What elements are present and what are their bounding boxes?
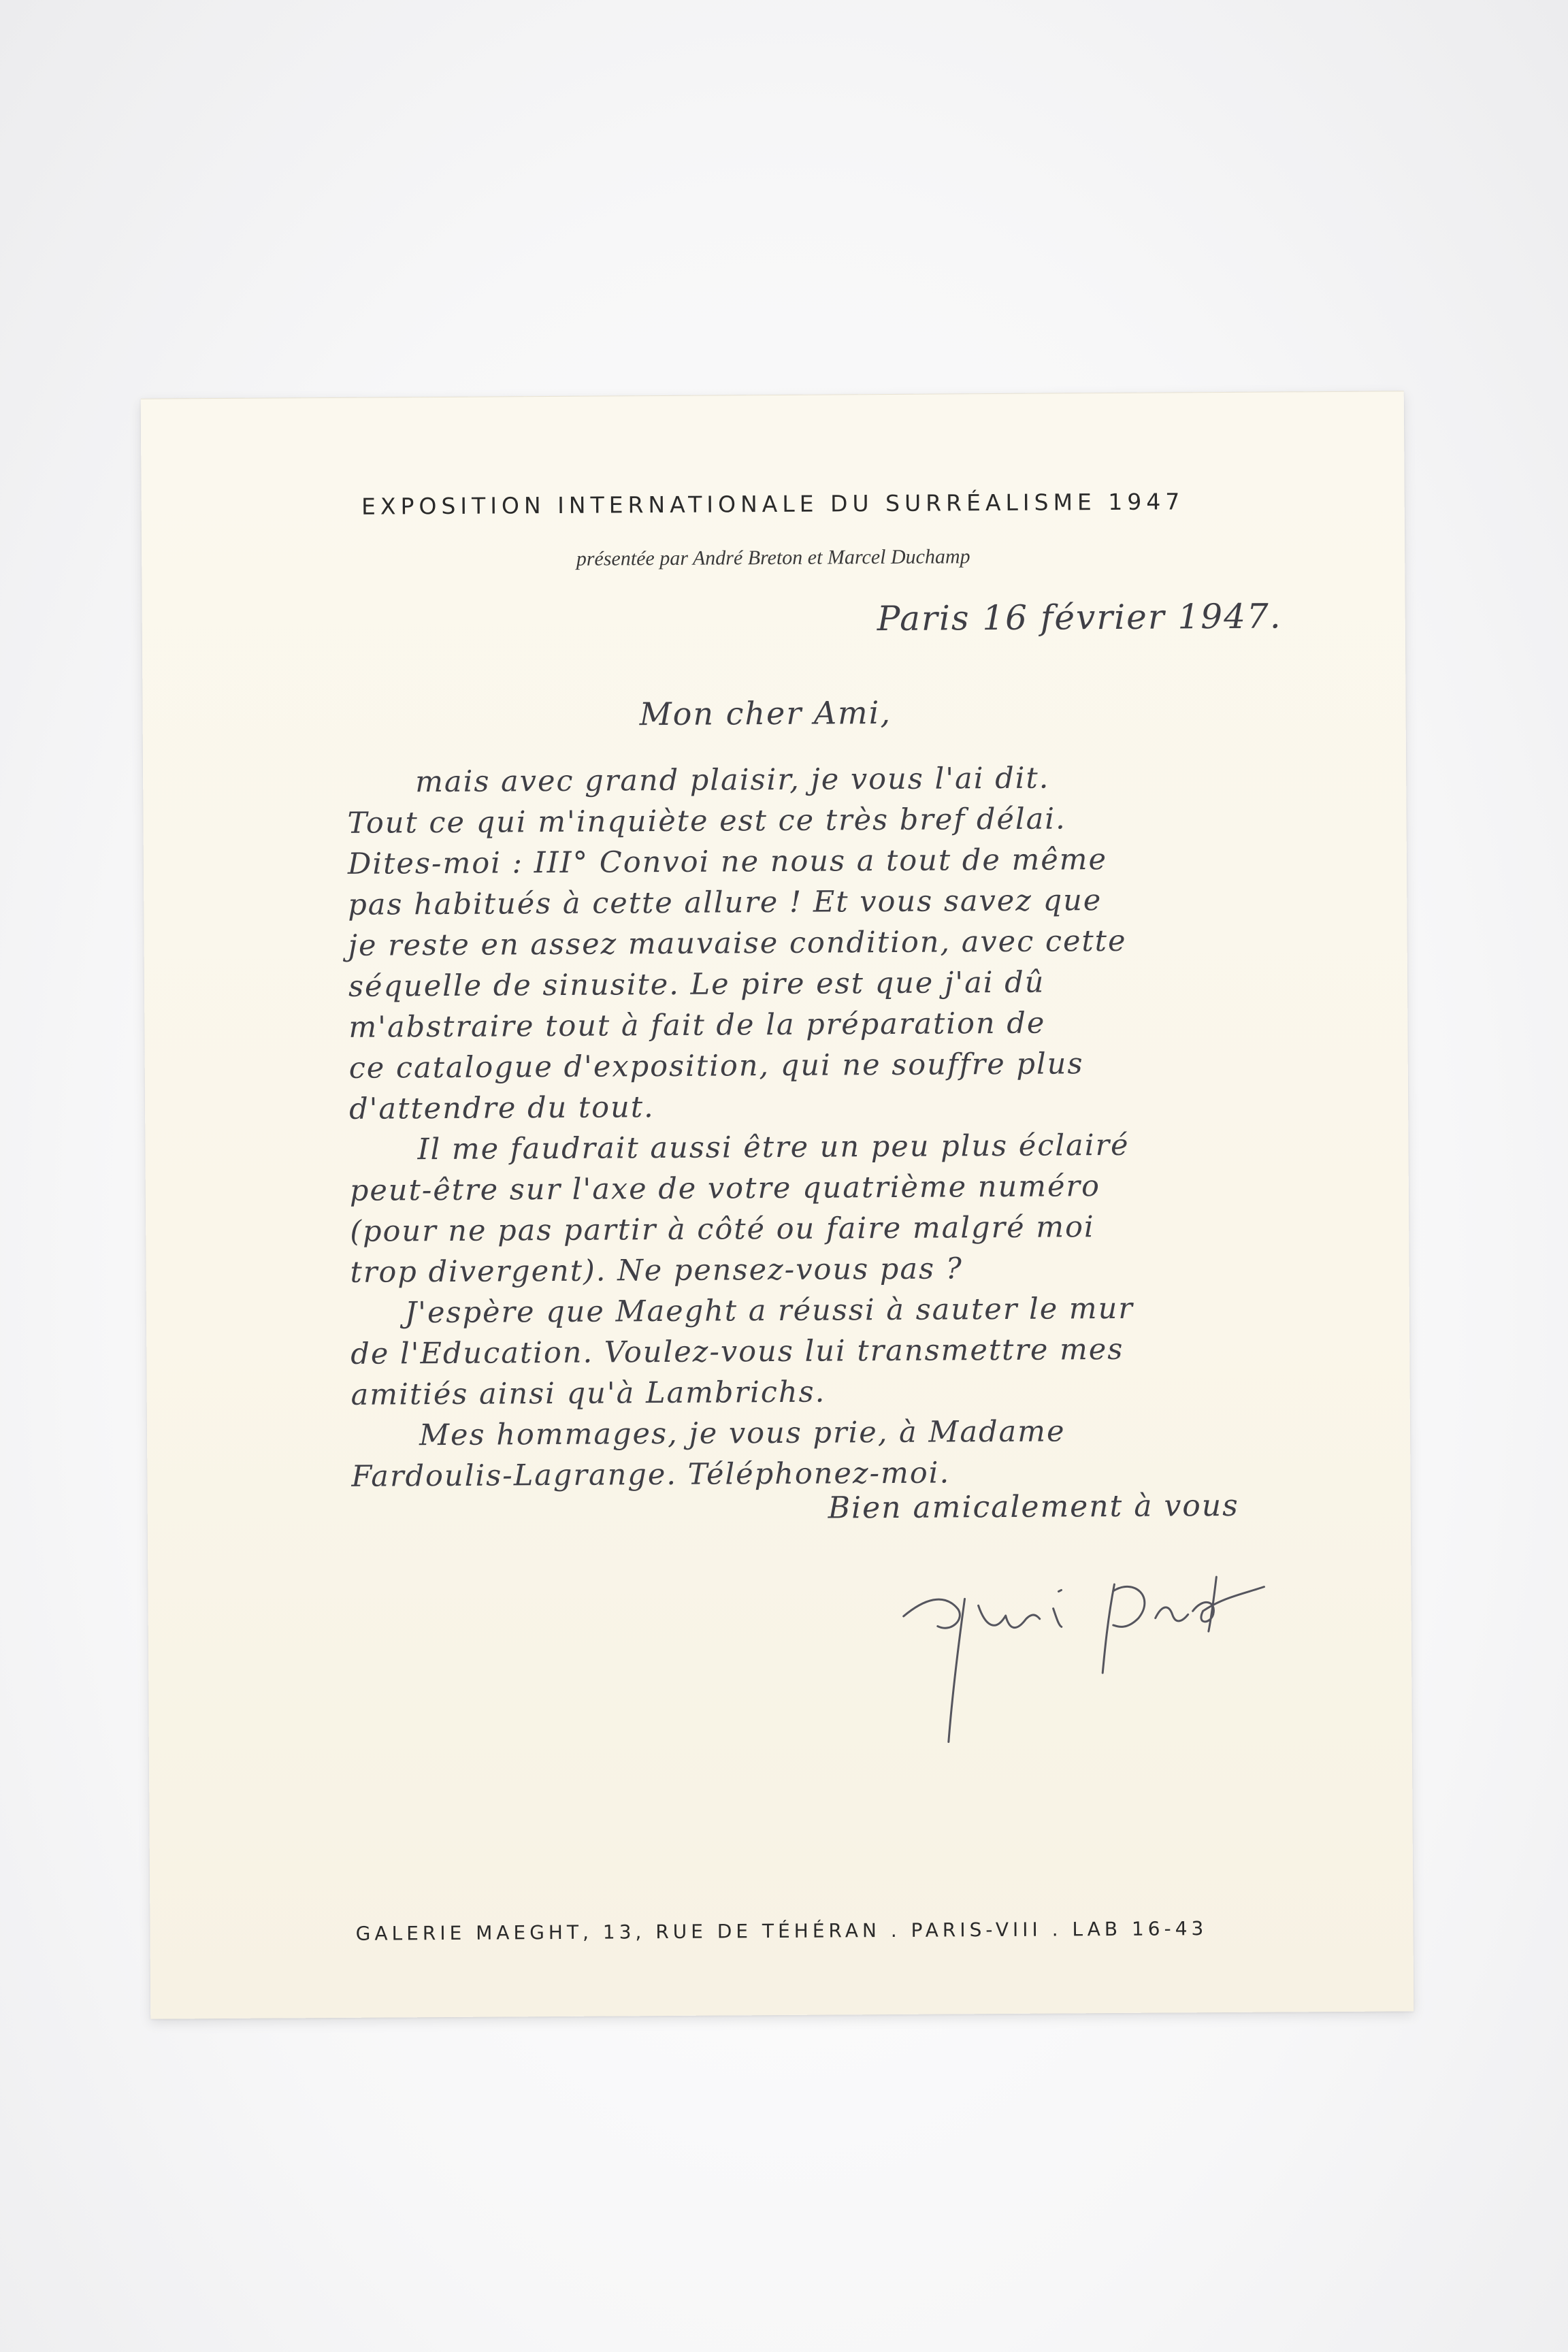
- letterhead-subtitle: présentée par André Breton et Marcel Duchamp: [576, 545, 970, 570]
- letter-line: m'abstraire tout à fait de la préparation de: [348, 1006, 1046, 1045]
- letter-line: mais avec grand plaisir, je vous l'ai dit.: [415, 761, 1050, 800]
- letter-line: (pour ne pas partir à côté ou faire malgré moi: [350, 1210, 1095, 1249]
- letterhead-footer-address: GALERIE MAEGHT, 13, RUE DE TÉHÉRAN . PARIS-VIII . LAB 16-43: [355, 1917, 1208, 1945]
- letter-line: d'attendre du tout.: [348, 1090, 655, 1126]
- letter-closing: Bien amicalement à vous: [828, 1488, 1239, 1526]
- letter-line: ce catalogue d'exposition, qui ne souffre plus: [348, 1047, 1084, 1085]
- letter-line: peut-être sur l'axe de votre quatrième numéro: [349, 1169, 1101, 1208]
- letter-date: Paris 16 février 1947.: [877, 596, 1282, 639]
- letter-salutation: Mon cher Ami,: [639, 693, 892, 733]
- letter-line: Il me faudrait aussi être un peu plus éclairé: [417, 1128, 1130, 1167]
- letter-line: de l'Education. Voulez-vous lui transmettre mes: [350, 1332, 1124, 1371]
- letter-sheet: [141, 391, 1414, 2019]
- letter-line: J'espère que Maeght a réussi à sauter le mur: [404, 1291, 1134, 1330]
- handwritten-signature: [883, 1549, 1306, 1749]
- letter-line: je reste en assez mauvaise condition, avec cette: [348, 924, 1127, 963]
- letter-line: Fardoulis-Lagrange. Téléphonez-moi.: [351, 1456, 951, 1494]
- letter-line: Mes hommages, je vous prie, à Madame: [419, 1414, 1066, 1453]
- letter-line: amitiés ainsi qu'à Lambrichs.: [350, 1375, 826, 1412]
- letter-line: trop divergent). Ne pensez-vous pas ?: [350, 1252, 963, 1290]
- letter-line: Dites-moi : III° Convoi ne nous a tout de même: [347, 843, 1108, 881]
- letter-line: séquelle de sinusite. Le pire est que j'ai dû: [348, 965, 1045, 1004]
- letter-line: Tout ce qui m'inquiète est ce très bref délai.: [347, 802, 1066, 840]
- letterhead-title: EXPOSITION INTERNATIONALE DU SURRÉALISME 1947: [361, 488, 1185, 520]
- letter-line: pas habitués à cette allure ! Et vous savez que: [348, 883, 1102, 922]
